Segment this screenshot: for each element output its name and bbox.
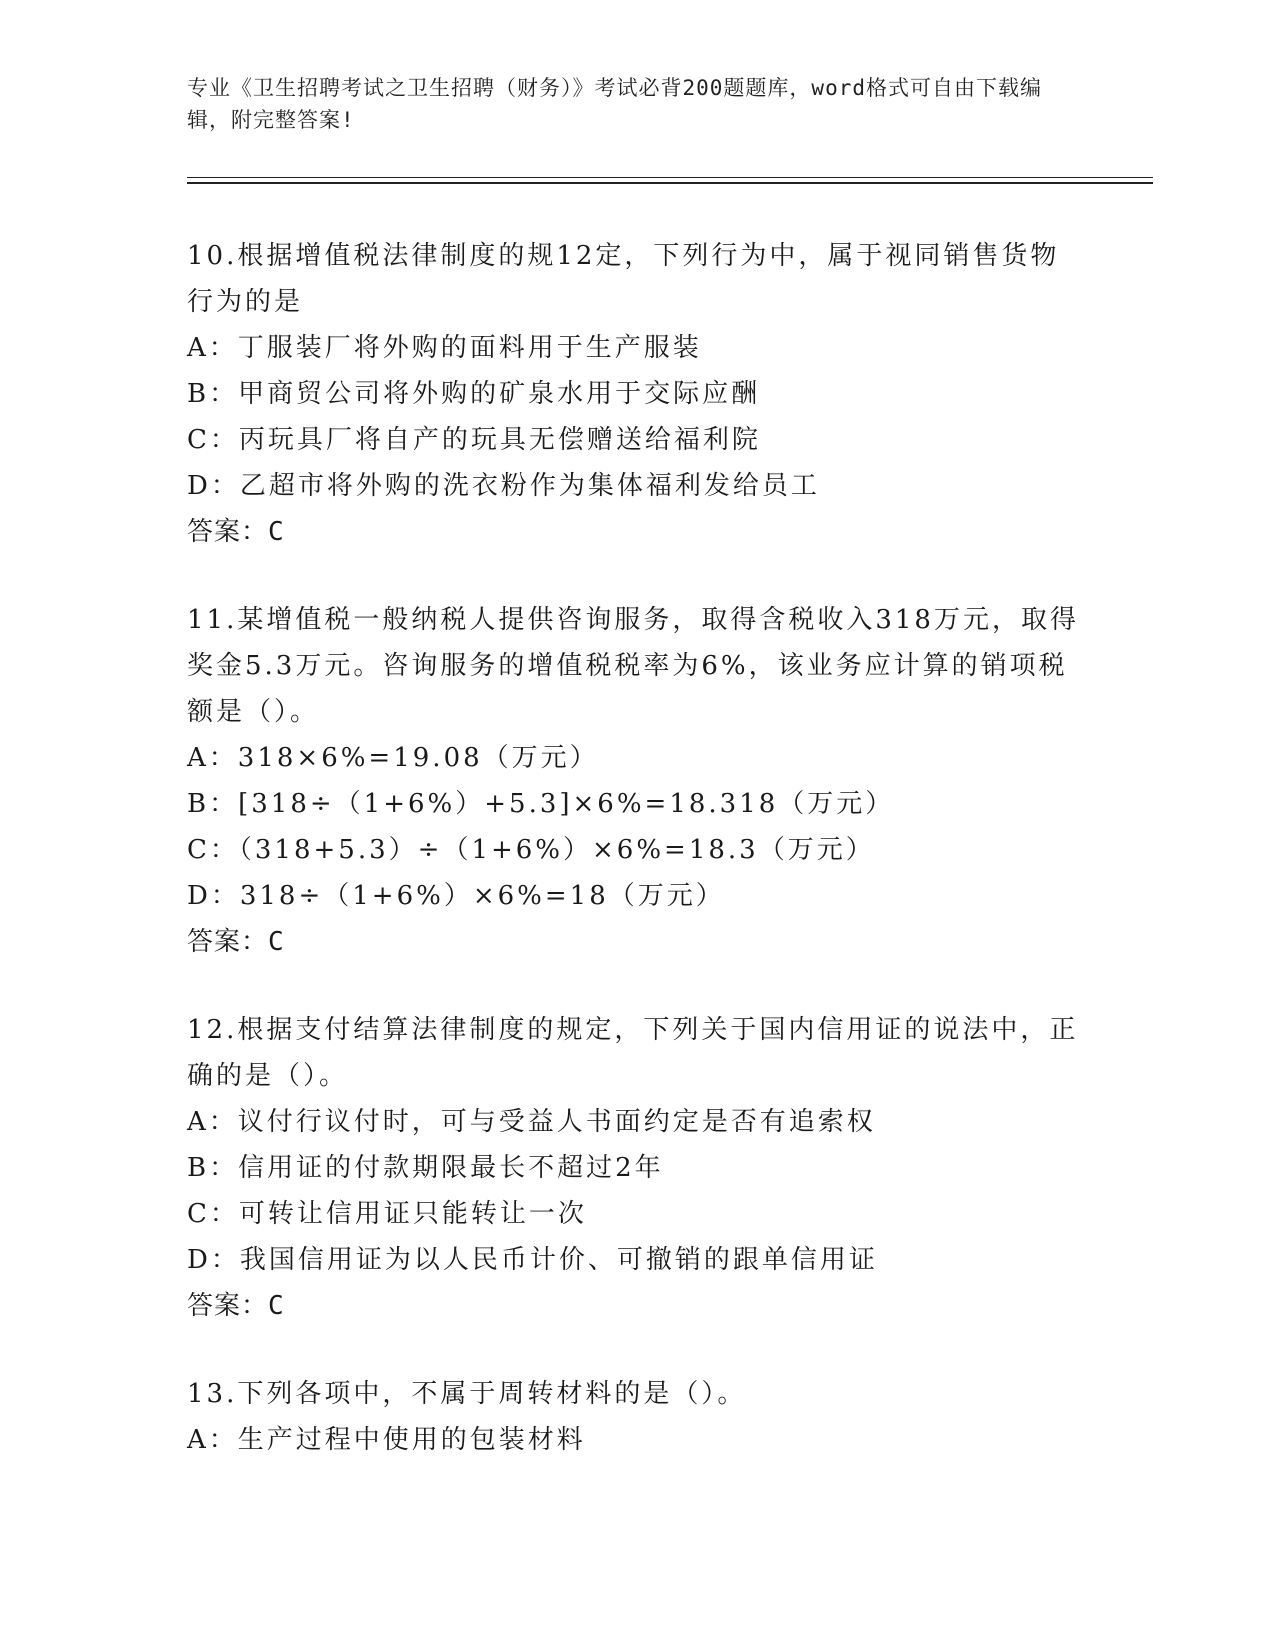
- header-divider-top: [187, 177, 1153, 178]
- question-stem: 10.根据增值税法律制度的规12定，下列行为中，属于视同销售货物行为的是: [187, 241, 1060, 317]
- question-10: [187, 233, 1087, 555]
- answer-line: 答案：C: [187, 517, 285, 547]
- question-11: [187, 597, 1087, 965]
- question-12: [187, 1007, 1087, 1329]
- question-stem: 12.根据支付结算法律制度的规定，下列关于国内信用证的说法中，正确的是（）。: [187, 1015, 1079, 1091]
- option-a: A：318×6%=19.08（万元）: [187, 743, 599, 773]
- option-c: C：可转让信用证只能转让一次: [187, 1199, 587, 1229]
- option-c: C：（318+5.3）÷（1+6%）×6%=18.3（万元）: [187, 835, 875, 865]
- question-stem: 11.某增值税一般纳税人提供咨询服务，取得含税收入318万元，取得奖金5.3万元。咨询服务的增值税税率为6%，该业务应计算的销项税额是（）。: [187, 605, 1079, 727]
- option-a: A：丁服装厂将外购的面料用于生产服装: [187, 333, 702, 363]
- option-d: D：乙超市将外购的洗衣粉作为集体福利发给员工: [187, 471, 820, 501]
- option-b: B：[318÷（1+6%）+5.3]×6%=18.318（万元）: [187, 789, 895, 819]
- option-b: B：信用证的付款期限最长不超过2年: [187, 1153, 664, 1183]
- option-d: D：318÷（1+6%）×6%=18（万元）: [187, 881, 725, 911]
- question-stem: 13.下列各项中，不属于周转材料的是（）。: [187, 1379, 747, 1409]
- option-b: B：甲商贸公司将外购的矿泉水用于交际应酬: [187, 379, 761, 409]
- option-c: C：丙玩具厂将自产的玩具无偿赠送给福利院: [187, 425, 761, 455]
- option-a: A：生产过程中使用的包装材料: [187, 1425, 586, 1455]
- option-a: A：议付行议付时，可与受益人书面约定是否有追索权: [187, 1107, 876, 1137]
- header-divider-bottom: [187, 182, 1153, 184]
- answer-line: 答案：C: [187, 1291, 285, 1321]
- answer-line: 答案：C: [187, 927, 285, 957]
- question-13: [187, 1371, 1087, 1463]
- option-d: D：我国信用证为以人民币计价、可撤销的跟单信用证: [187, 1245, 878, 1275]
- document-header: 专业《卫生招聘考试之卫生招聘（财务）》考试必背200题题库，word格式可自由下载编辑，附完整答案!: [187, 76, 1042, 132]
